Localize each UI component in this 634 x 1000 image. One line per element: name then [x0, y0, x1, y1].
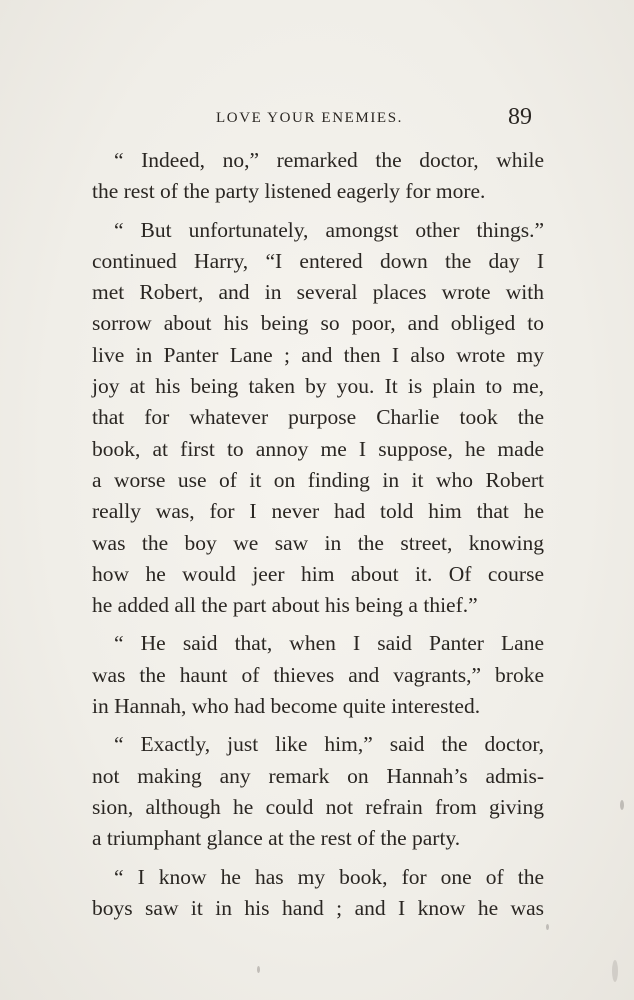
- text-line: how he would jeer him about it. Of course: [92, 561, 544, 586]
- text-line: sion, although he could not refrain from giving: [92, 794, 544, 819]
- text-line: was the haunt of thieves and vagrants,” broke: [92, 662, 544, 687]
- running-head: [0, 104, 634, 134]
- text-line: “ He said that, when I said Panter Lane: [114, 631, 544, 656]
- paper-speck: [612, 960, 618, 982]
- text-line: book, at first to annoy me I suppose, he made: [92, 436, 544, 461]
- text-line: was the boy we saw in the street, knowing: [92, 530, 544, 555]
- text-line: “ I know he has my book, for one of the: [114, 864, 544, 889]
- text-line: “ Exactly, just like him,” said the doctor,: [114, 732, 544, 757]
- text-line: “ Indeed, no,” remarked the doctor, while: [114, 148, 544, 172]
- text-line: that for whatever purpose Charlie took the: [92, 405, 544, 430]
- paper-speck: [546, 924, 549, 930]
- text-line: live in Panter Lane ; and then I also wrote my: [92, 342, 544, 367]
- text-line: a worse use of it on finding in it who Robert: [92, 467, 544, 492]
- text-line: “ But unfortunately, amongst other things.”: [114, 217, 544, 242]
- text-line: really was, for I never had told him that he: [92, 499, 544, 524]
- text-line: he added all the part about his being a thief.”: [92, 593, 478, 618]
- running-title: LOVE YOUR ENEMIES.: [216, 110, 403, 126]
- page-number: 89: [508, 104, 532, 130]
- paper-speck: [620, 800, 624, 810]
- paper-speck: [257, 966, 260, 973]
- text-line: the rest of the party listened eagerly for more.: [92, 179, 486, 204]
- text-line: a triumphant glance at the rest of the party.: [92, 826, 461, 851]
- text-line: not making any remark on Hannah’s admis-: [92, 763, 544, 788]
- text-line: boys saw it in his hand ; and I know he was: [92, 895, 544, 920]
- body-text: [92, 145, 544, 924]
- text-line: continued Harry, “I entered down the day I: [92, 248, 544, 273]
- text-line: in Hannah, who had become quite interested.: [92, 694, 481, 719]
- text-line: met Robert, and in several places wrote with: [92, 280, 544, 305]
- text-line: joy at his being taken by you. It is plain to me,: [92, 374, 544, 399]
- text-line: sorrow about his being so poor, and obliged to: [92, 311, 544, 336]
